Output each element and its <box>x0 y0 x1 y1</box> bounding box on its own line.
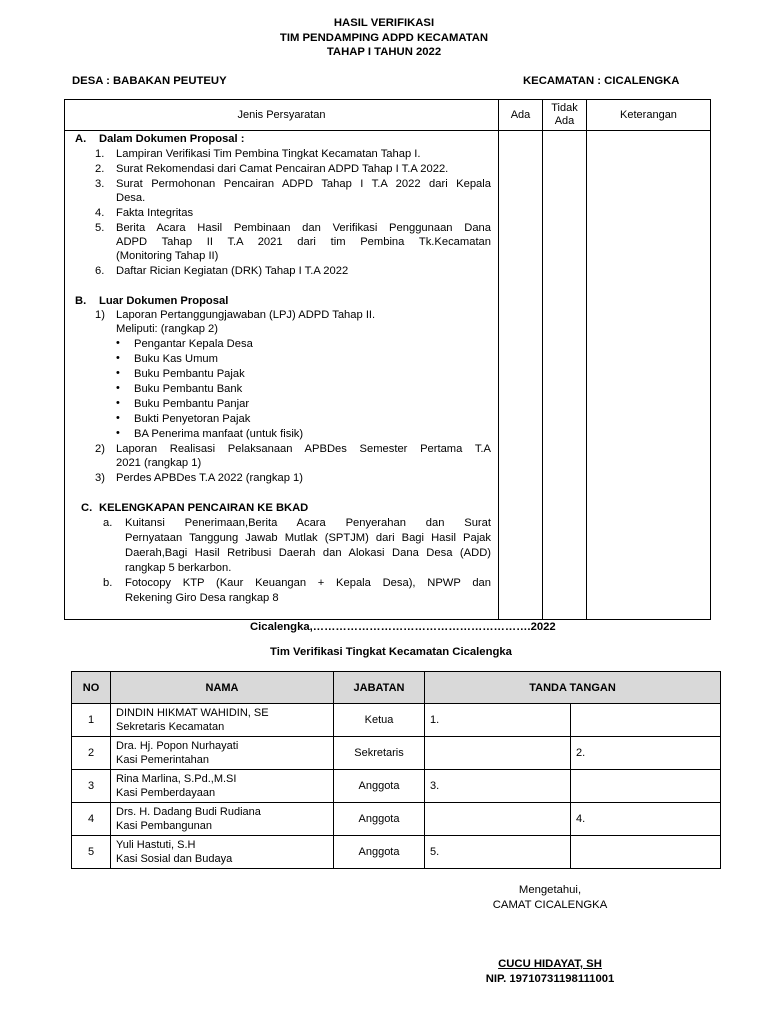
b-item-line: Laporan Pertanggungjawaban (LPJ) ADPD Tahap II. <box>116 309 376 321</box>
a-item-num: 4. <box>95 207 105 219</box>
a-item-line: Lampiran Verifikasi Tim Pembina Tingkat Kecamatan Tahap I. <box>116 148 421 160</box>
signature-right: 2. <box>571 737 721 770</box>
col-ada: Ada <box>499 100 543 131</box>
b-item-line: 2021 (rangkap 1) <box>116 457 202 469</box>
member-position: Kasi Pemerintahan <box>116 754 209 766</box>
row-jabatan: Anggota <box>334 770 425 803</box>
a-item-line: Surat Permohonan Pencairan ADPD Tahap I T.A 2022 dari Kepala <box>116 178 491 190</box>
bullet-icon: • <box>116 412 120 424</box>
team-title: Tim Verifikasi Tingkat Kecamatan Cicalengka <box>270 646 512 658</box>
b1-bullet-text: Buku Kas Umum <box>134 353 218 365</box>
b-item-num: 3) <box>95 472 105 484</box>
a-item-line: Fakta Integritas <box>116 207 194 219</box>
row-jabatan: Anggota <box>334 836 425 869</box>
member-position: Kasi Pemberdayaan <box>116 787 216 799</box>
row-nama <box>111 737 334 770</box>
row-no: 1 <box>72 704 111 737</box>
requirements-content-cell <box>65 131 499 620</box>
b-item-num: 2) <box>95 443 105 455</box>
member-name: Dra. Hj. Popon Nurhayati <box>116 740 239 752</box>
c-item-line: rangkap 5 berkarbon. <box>125 562 232 574</box>
row-no: 3 <box>72 770 111 803</box>
c-item-line: Pernyataan Tanggung Jawab Mutlak (SPTJM) dari Bagi Hasil Pajak <box>125 532 491 544</box>
section-a-label: A. <box>75 133 87 145</box>
table-row <box>72 704 721 737</box>
c-item-num: b. <box>103 577 113 589</box>
signature-left <box>425 737 571 770</box>
team-header-row <box>72 672 721 704</box>
bullet-icon: • <box>116 367 120 379</box>
row-nama <box>111 803 334 836</box>
place-date: Cicalengka,………………………………………………….2022 <box>250 621 556 633</box>
requirements-header-row <box>65 100 711 131</box>
a-item-num: 6. <box>95 265 105 277</box>
a-item-line: ADPD Tahap II T.A 2021 dari tim Pembina Tk.Kecamatan <box>116 236 491 248</box>
a-item-line: Daftar Rician Kegiatan (DRK) Tahap I T.A 2022 <box>116 265 349 277</box>
col-jabatan: JABATAN <box>334 672 425 704</box>
camat-name-text: CUCU HIDAYAT, SH <box>498 958 602 970</box>
b1-bullet-text: Buku Pembantu Pajak <box>134 368 245 380</box>
row-nama <box>111 770 334 803</box>
bullet-icon: • <box>116 337 120 349</box>
b1-bullet-text: BA Penerima manfaat (untuk fisik) <box>134 428 304 440</box>
member-position: Sekretaris Kecamatan <box>116 721 225 733</box>
tidak-ada-cell <box>543 131 587 620</box>
ada-cell <box>499 131 543 620</box>
b1-bullet-text: Pengantar Kepala Desa <box>134 338 253 350</box>
a-item-line: (Monitoring Tahap II) <box>116 250 219 262</box>
requirements-body-row <box>65 131 711 620</box>
section-c-label: C. <box>81 502 93 514</box>
col-tidak-line-2: Ada <box>554 115 575 127</box>
camat-nip: NIP. 19710731198111001 <box>485 973 615 985</box>
member-name: Rina Marlina, S.Pd.,M.SI <box>116 773 237 785</box>
section-c-title: KELENGKAPAN PENCAIRAN KE BKAD <box>99 502 309 514</box>
section-b-label: B. <box>75 295 87 307</box>
a-item-line: Surat Rekomendasi dari Camat Pencairan ADPD Tahap I T.A 2022. <box>116 163 449 175</box>
col-tidak-ada <box>543 100 587 131</box>
verification-team-table <box>71 671 721 869</box>
c-item-num: a. <box>103 517 113 529</box>
a-item-line: Berita Acara Hasil Pembinaan dan Verifikasi Penggunaan Dana <box>116 222 491 234</box>
row-no: 5 <box>72 836 111 869</box>
b-item-line: Laporan Realisasi Pelaksanaan APBDes Semester Pertama T.A <box>116 443 491 455</box>
b-item-line: Perdes APBDes T.A 2022 (rangkap 1) <box>116 472 303 484</box>
keterangan-cell <box>587 131 711 620</box>
doc-title-line-1: HASIL VERIFIKASI <box>333 17 435 29</box>
table-row <box>72 737 721 770</box>
col-nama: NAMA <box>111 672 334 704</box>
bullet-icon: • <box>116 382 120 394</box>
requirements-content <box>65 131 498 619</box>
a-item-num: 1. <box>95 148 105 160</box>
col-keterangan: Keterangan <box>587 100 711 131</box>
c-item-line: Kuitansi Penerimaan,Berita Acara Penyerahan dan Surat <box>125 517 491 529</box>
member-name: Yuli Hastuti, S.H <box>116 839 196 851</box>
signature-left: 5. <box>425 836 571 869</box>
signature-right <box>571 770 721 803</box>
row-nama <box>111 704 334 737</box>
member-position: Kasi Pembangunan <box>116 820 213 832</box>
c-item-line: Rekening Giro Desa rangkap 8 <box>125 592 279 604</box>
col-jenis-persyaratan: Jenis Persyaratan <box>65 100 499 131</box>
bullet-icon: • <box>116 427 120 439</box>
a-item-num: 5. <box>95 222 105 234</box>
a-item-line: Desa. <box>116 192 146 204</box>
member-name: DINDIN HIKMAT WAHIDIN, SE <box>116 707 269 719</box>
mengetahui-label: Mengetahui, <box>518 884 582 896</box>
c-item-line: Fotocopy KTP (Kaur Keuangan + Kepala Desa), NPWP dan <box>125 577 491 589</box>
table-row <box>72 803 721 836</box>
signature-right <box>571 704 721 737</box>
row-no: 4 <box>72 803 111 836</box>
row-jabatan: Anggota <box>334 803 425 836</box>
a-item-num: 3. <box>95 178 105 190</box>
table-row <box>72 836 721 869</box>
camat-label: CAMAT CICALENGKA <box>492 899 608 911</box>
b1-bullet-text: Buku Pembantu Panjar <box>134 398 250 410</box>
row-nama <box>111 836 334 869</box>
doc-title-line-2: TIM PENDAMPING ADPD KECAMATAN <box>279 32 489 44</box>
col-tanda-tangan: TANDA TANGAN <box>425 672 721 704</box>
row-jabatan: Ketua <box>334 704 425 737</box>
requirements-table <box>64 99 711 620</box>
b-item-num: 1) <box>95 309 105 321</box>
section-a-title: Dalam Dokumen Proposal : <box>99 133 245 145</box>
c-item-line: Daerah,Bagi Hasil Retribusi Daerah dan Alokasi Dana Desa (ADD) <box>125 547 491 559</box>
signature-left <box>425 803 571 836</box>
b-item-line: Meliputi: (rangkap 2) <box>116 323 218 335</box>
doc-title-line-3: TAHAP I TAHUN 2022 <box>326 46 442 58</box>
b1-bullet-text: Bukti Penyetoran Pajak <box>134 413 251 425</box>
kecamatan-label: KECAMATAN : CICALENGKA <box>523 75 680 87</box>
member-name: Drs. H. Dadang Budi Rudiana <box>116 806 261 818</box>
bullet-icon: • <box>116 397 120 409</box>
col-tidak-line-1: Tidak <box>551 102 578 114</box>
col-no: NO <box>72 672 111 704</box>
a-item-num: 2. <box>95 163 105 175</box>
camat-name <box>470 958 630 970</box>
signature-right <box>571 836 721 869</box>
desa-label: DESA : BABAKAN PEUTEUY <box>72 75 227 87</box>
table-row <box>72 770 721 803</box>
member-position: Kasi Sosial dan Budaya <box>116 853 233 865</box>
bullet-icon: • <box>116 352 120 364</box>
b1-bullet-text: Buku Pembantu Bank <box>134 383 243 395</box>
section-b-title: Luar Dokumen Proposal <box>99 295 229 307</box>
signature-left: 3. <box>425 770 571 803</box>
row-no: 2 <box>72 737 111 770</box>
signature-right: 4. <box>571 803 721 836</box>
signature-left: 1. <box>425 704 571 737</box>
row-jabatan: Sekretaris <box>334 737 425 770</box>
